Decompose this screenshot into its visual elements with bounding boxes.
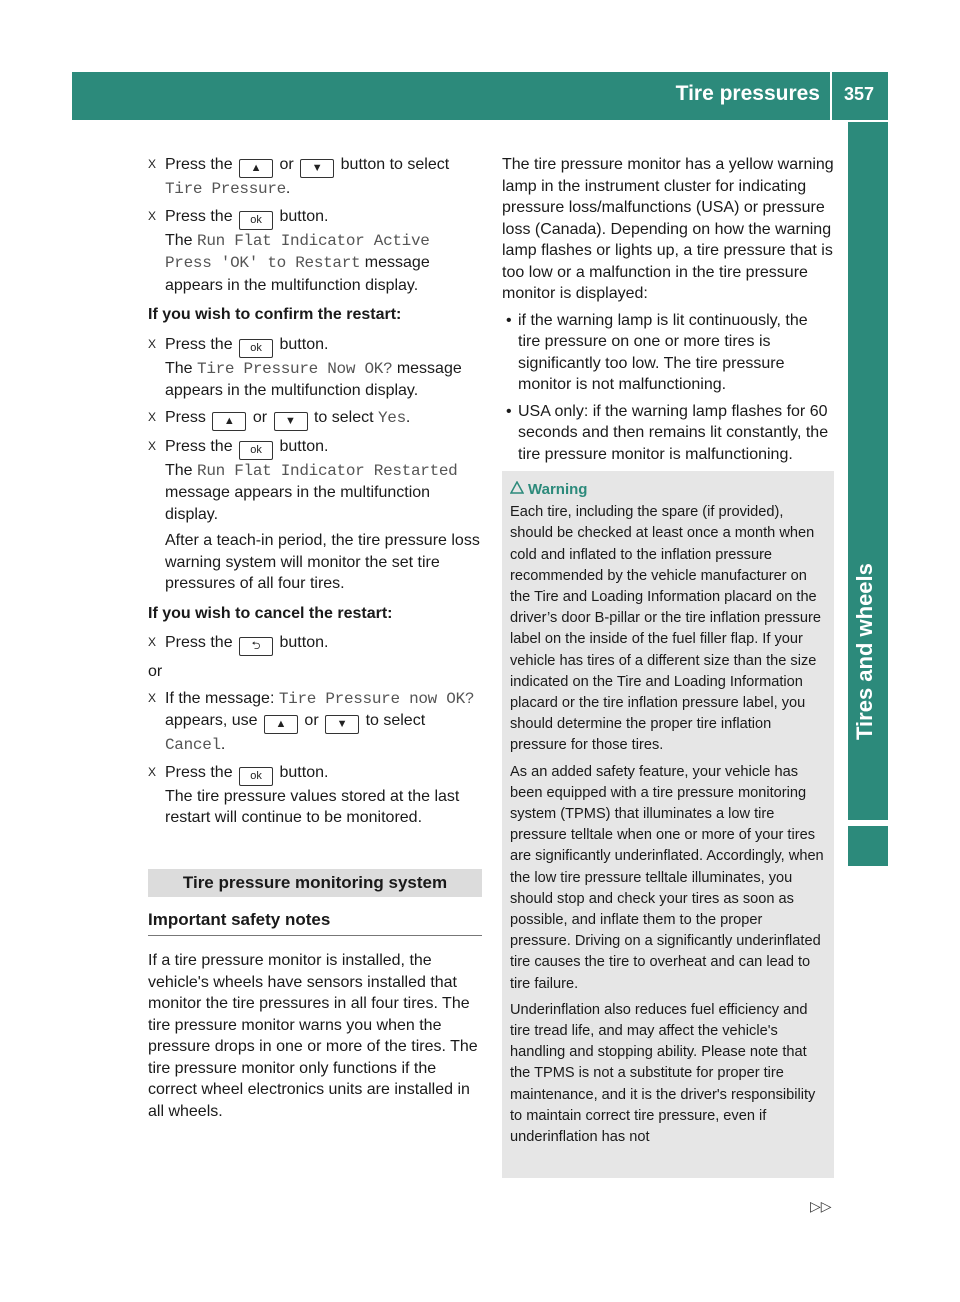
page-header: [72, 72, 888, 120]
warning-paragraph: Each tire, including the spare (if provided), should be checked at least once a month when cold and inflated to the inflation pressure recommended by the vehicle manufacturer on the Tire and Loading Information placard on the driver’s door B-pillar or the tire inflation pressure label on the inside of the fuel filler flap. If your vehicle has tires of a different size than the size indicated on the Tire and Loading Information placard or the tire inflation pressure label, you should determine the proper tire inflation pressure for those tires.: [510, 504, 821, 754]
section-title: Tire pressure monitoring system: [148, 869, 482, 897]
list-item: • if the warning lamp is lit continuously, the tire pressure on one or more tires is significantly too low. The tire pressure monitor is not malfunctioning.: [506, 311, 808, 393]
body-paragraph: If a tire pressure monitor is installed, the vehicle's wheels have sensors installed that monitor the tire pressures in all four tires. The tire pressure monitor warns you when the pressure drops in one or more of the tires. The tire pressure monitor only functions if the correct wheel electronics units are installed in all wheels.: [148, 952, 478, 1120]
ok-key-icon: ok: [239, 767, 273, 786]
down-key-icon: ▼: [325, 715, 359, 734]
warning-triangle-icon: [510, 479, 528, 500]
step-arrow-icon: X: [148, 157, 157, 171]
step-arrow-icon: X: [148, 764, 157, 779]
step-note: After a teach-in period, the tire pressure loss warning system will monitor the set tire pressures of all four tires.: [165, 532, 480, 592]
warning-paragraph: As an added safety feature, your vehicle has been equipped with a tire pressure monitoring system (TPMS) that illuminates a low tire pressure telltale when one or more of your tires are significantly underinflated. Accordingly, when the low tire pressure telltale illuminates, you should stop and check your tires as soon as possible, and inflate them to the proper pressure. Driving on a significantly underinflated tire causes the tire to overheat and can lead to tire failure.: [510, 763, 824, 992]
warning-paragraph: Underinflation also reduces fuel efficiency and tire tread life, and may affect the vehicle's handling and stopping ability. Please note that the TPMS is not a substitute for proper tire maintenance, and it is the driver's responsibility to maintain correct tire pressure, even if underinflation has not: [510, 1001, 816, 1146]
header-title: Tire pressures: [675, 82, 820, 105]
bullet-icon: •: [506, 402, 512, 420]
step-arrow-icon: X: [148, 438, 157, 453]
back-key-icon: ⮌: [239, 637, 273, 656]
instruction-step: X Press the ▲ or ▼ button to select Tire Pressure.: [148, 156, 450, 198]
instruction-step: X Press the ok button. The Tire Pressure Now OK? message appears in the multifunction display.: [148, 335, 462, 399]
continued-arrow-icon: ▷▷: [810, 1198, 832, 1214]
warning-box: [502, 471, 834, 1178]
up-key-icon: ▲: [264, 715, 298, 734]
up-key-icon: ▲: [212, 412, 246, 431]
display-message: Tire Pressure Now OK?: [197, 359, 393, 378]
instruction-step: X If the message: Tire Pressure now OK? appears, use ▲ or ▼ to select Cancel.: [148, 689, 475, 754]
bullet-icon: •: [506, 311, 512, 329]
step-arrow-icon: X: [148, 336, 157, 351]
step-arrow-icon: X: [148, 635, 157, 649]
ok-key-icon: ok: [239, 339, 273, 358]
instruction-step: X Press the ok button. The Run Flat Indicator Restarted message appears in the multifunction display. After a teach-in period, the tire pressure loss warning system will monitor the set tire pressures of all four tires.: [148, 436, 482, 595]
side-tab-marker: [848, 826, 888, 866]
page-number: 357: [843, 84, 874, 104]
down-key-icon: ▼: [274, 412, 308, 431]
step-arrow-icon: X: [148, 690, 157, 705]
instruction-step: X Press ▲ or ▼ to select Yes.: [148, 407, 482, 431]
ok-key-icon: ok: [239, 441, 273, 460]
display-message: Press 'OK' to Restart: [165, 254, 361, 272]
up-key-icon: ▲: [239, 159, 273, 178]
display-message: Yes: [378, 408, 406, 427]
subsection-heading: If you wish to confirm the restart:: [148, 306, 402, 323]
instruction-step: X Press the ⮌ button.: [148, 632, 482, 656]
list-item: • USA only: if the warning lamp flashes for 60 seconds and then remains lit constantly, the tire pressure monitor is malfunctioning.: [506, 402, 829, 463]
instruction-step: X Press the ok button. The Run Flat Indicator Active Press 'OK' to Restart message appears in the multifunction display.: [148, 207, 430, 294]
subsection-heading: If you wish to cancel the restart:: [148, 604, 393, 622]
display-message: Tire Pressure now OK?: [278, 689, 475, 708]
left-column: [148, 154, 482, 1122]
down-key-icon: ▼: [300, 159, 334, 178]
display-message: Run Flat Indicator Restarted: [197, 461, 458, 480]
warning-heading: Warning: [510, 479, 826, 500]
instruction-step: X Press the ok button. The tire pressure values stored at the last restart will continue to be monitored.: [148, 763, 460, 826]
display-message: Run Flat Indicator Active: [197, 231, 430, 250]
ok-key-icon: ok: [239, 211, 273, 230]
right-column: [502, 154, 834, 470]
step-arrow-icon: X: [148, 208, 157, 223]
body-paragraph: The tire pressure monitor has a yellow warning lamp in the instrument cluster for indicating pressure loss/malfunctions (USA) or pressure loss (Canada). Depending on how the warning lamp flashes or lights up, a tire pressure that is too low or a malfunction in the tire pressure monitor is displayed:: [502, 156, 834, 302]
or-text: or: [148, 663, 163, 680]
display-message: Cancel: [165, 736, 221, 754]
display-message: Tire Pressure: [165, 180, 286, 198]
subsection-heading: Important safety notes: [148, 909, 482, 937]
header-divider: [830, 72, 832, 120]
step-arrow-icon: X: [148, 409, 157, 424]
